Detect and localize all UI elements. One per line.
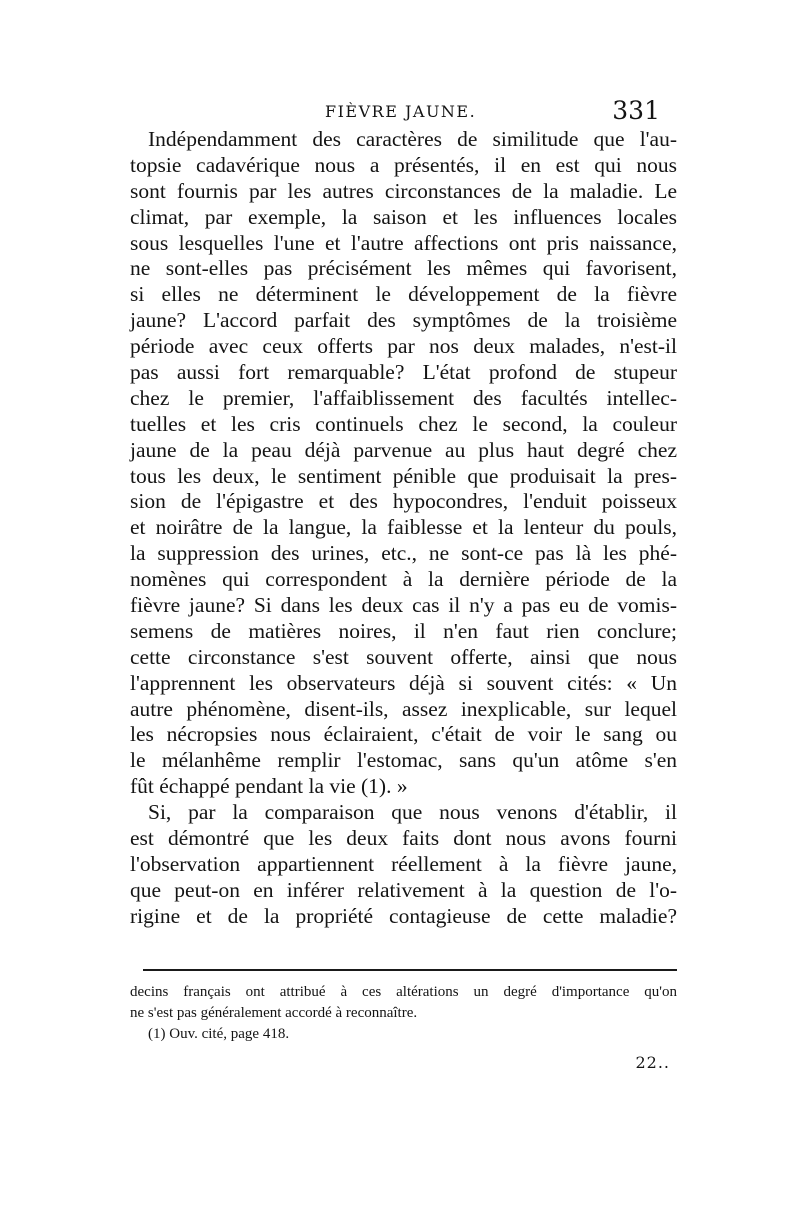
text-line: nomènes qui correspondent à la dernière période de la bbox=[130, 567, 677, 592]
text-line: pas aussi fort remarquable? L'état profond de stupeur bbox=[130, 360, 677, 385]
text-line: Indépendamment des caractères de similitude que l'au- bbox=[148, 127, 677, 151]
text-line: est démontré que les deux faits dont nous avons fourni bbox=[130, 826, 677, 851]
footnote-rule bbox=[143, 969, 677, 971]
text-line: sion de l'épigastre et des hypocondres, l'enduit poisseux bbox=[130, 489, 677, 514]
text-line: et noirâtre de la langue, la faiblesse et la lenteur du pouls, bbox=[130, 515, 677, 540]
text-line: que peut-on en inférer relativement à la question de l'o- bbox=[130, 877, 677, 902]
text-line: autre phénomène, disent-ils, assez inexplicable, sur lequel bbox=[130, 696, 677, 721]
text-line: la suppression des urines, etc., ne sont-ce pas là les phé- bbox=[130, 541, 677, 566]
footnote-line: decins français ont attribué à ces altérations un degré d'importance qu'on bbox=[130, 984, 677, 1000]
text-line: rigine et de la propriété contagieuse de cette maladie? bbox=[130, 903, 677, 928]
text-line: cette circonstance s'est souvent offerte, ainsi que nous bbox=[130, 644, 677, 669]
text-line: Si, par la comparaison que nous venons d'établir, il bbox=[148, 800, 677, 825]
text-line: les nécropsies nous éclairaient, c'était de voir le sang ou bbox=[130, 722, 677, 747]
text-line: sous lesquelles l'une et l'autre affections ont pris naissance, bbox=[130, 230, 677, 255]
body-text bbox=[130, 127, 677, 930]
text-line: l'apprennent les observateurs déjà si souvent cités: « Un bbox=[130, 670, 677, 695]
text-line: fièvre jaune? Si dans les deux cas il n'y a pas eu de vomis- bbox=[130, 593, 677, 618]
text-line: climat, par exemple, la saison et les influences locales bbox=[130, 204, 677, 229]
footnote-citation: (1) Ouv. cité, page 418. bbox=[148, 1026, 290, 1042]
text-line: chez le premier, l'affaiblissement des facultés intellec- bbox=[130, 385, 677, 410]
text-line: si elles ne déterminent le développement de la fièvre bbox=[130, 282, 677, 307]
signature-mark: 22.. bbox=[635, 1053, 670, 1072]
footnotes bbox=[130, 982, 677, 1045]
text-line: fût échappé pendant la vie (1). » bbox=[130, 774, 408, 799]
text-line: semens de matières noires, il n'en faut rien conclure; bbox=[130, 618, 677, 643]
page-header bbox=[120, 98, 660, 128]
page-number: 331 bbox=[612, 96, 660, 125]
footnote-line: ne s'est pas généralement accordé à reconnaître. bbox=[130, 1005, 418, 1021]
text-line: période avec ceux offerts par nos deux malades, n'est-il bbox=[130, 334, 677, 359]
text-line: l'observation appartiennent réellement à la fièvre jaune, bbox=[130, 851, 677, 876]
text-line: tuelles et les cris continuels chez le second, la couleur bbox=[130, 411, 677, 436]
text-line: sont fournis par les autres circonstances de la maladie. Le bbox=[130, 178, 677, 203]
text-line: ne sont-elles pas précisément les mêmes qui favorisent, bbox=[130, 256, 677, 281]
text-line: tous les deux, le sentiment pénible que produisait la pres- bbox=[130, 463, 677, 488]
text-line: topsie cadavérique nous a présentés, il en est qui nous bbox=[130, 152, 677, 177]
running-title: FIÈVRE JAUNE. bbox=[325, 102, 477, 121]
text-line: le mélanhême remplir l'estomac, sans qu'un atôme s'en bbox=[130, 748, 677, 773]
text-line: jaune? L'accord parfait des symptômes de la troisième bbox=[130, 308, 677, 333]
text-line: jaune de la peau déjà parvenue au plus haut degré chez bbox=[130, 437, 677, 462]
